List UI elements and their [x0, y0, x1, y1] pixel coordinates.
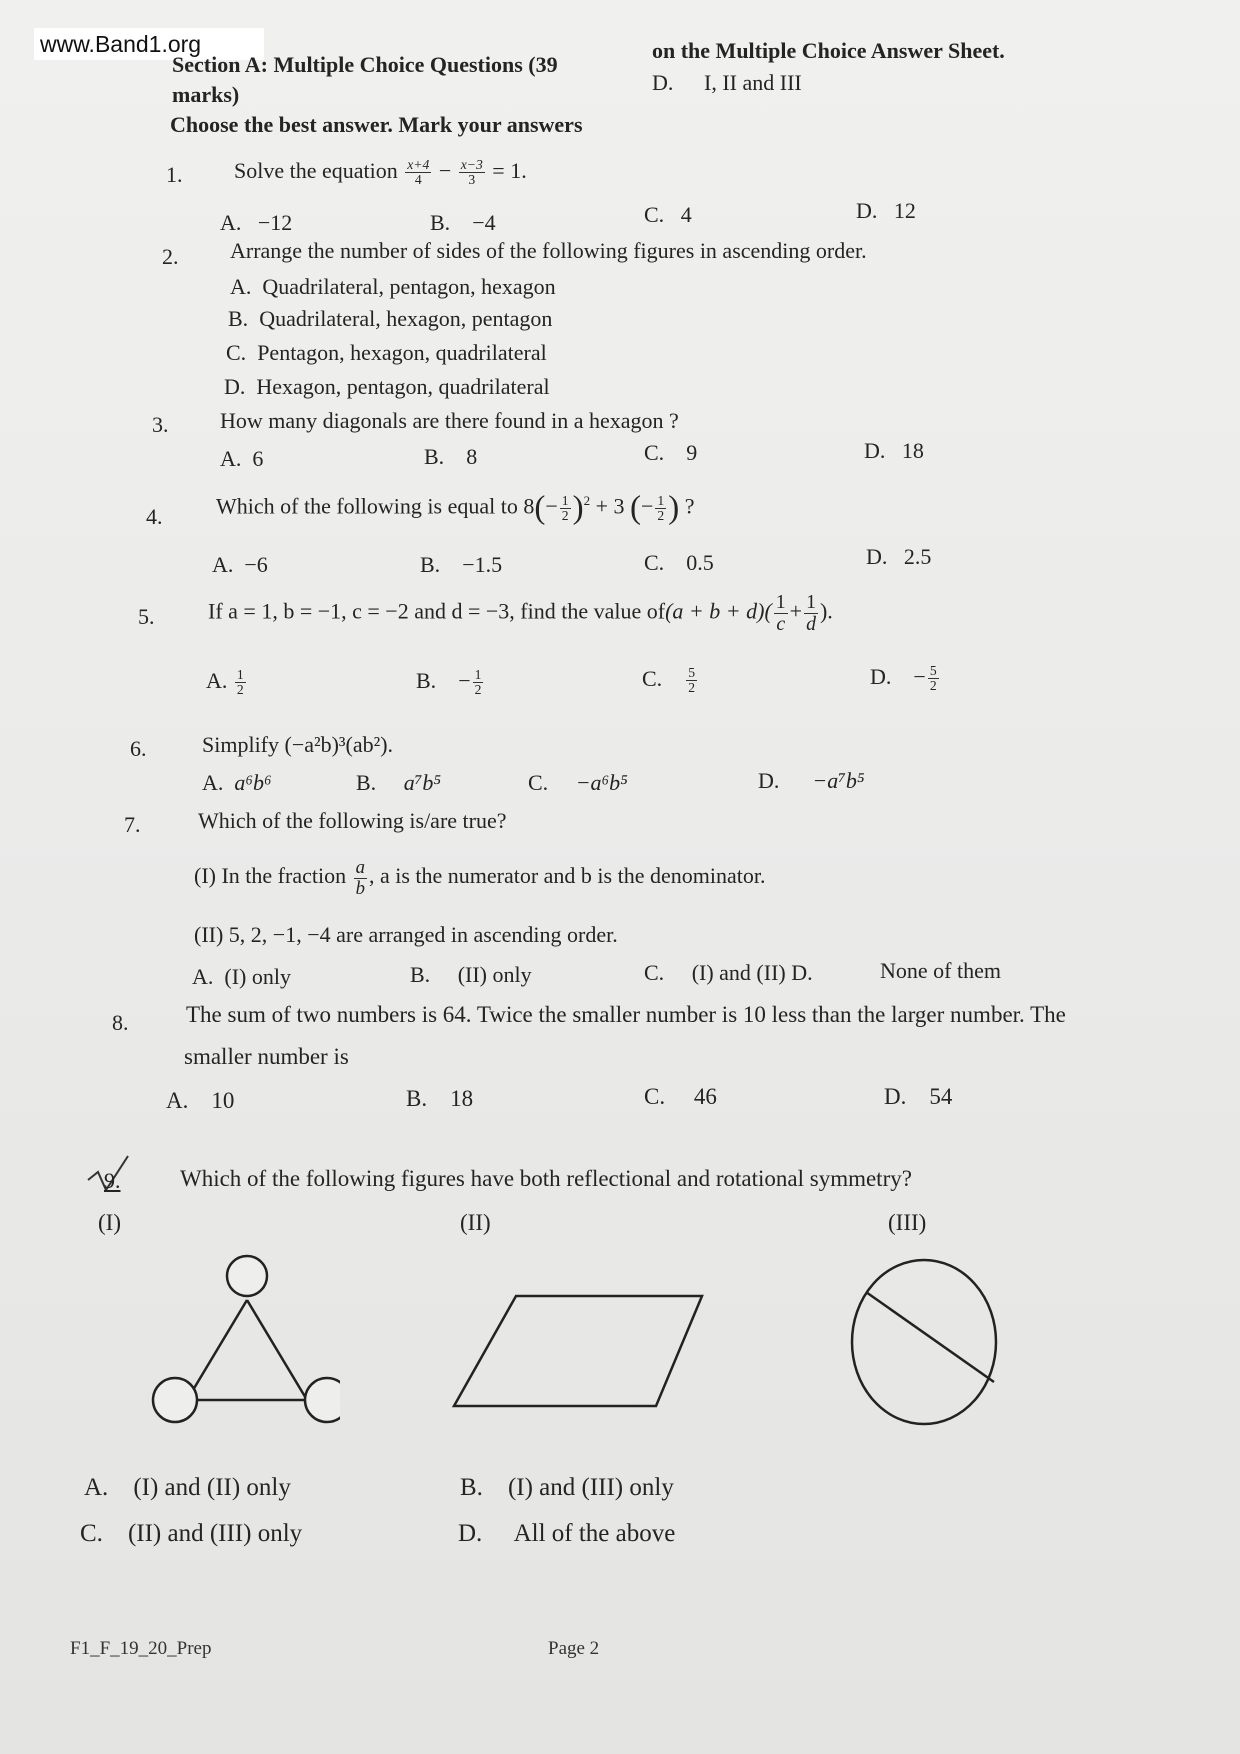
q6-option-a: A. a⁶b⁶ [202, 770, 272, 795]
section-title-cont: marks) [172, 82, 240, 107]
q8-option-a: A. 10 [166, 1088, 235, 1113]
q9-figure-label-3: (III) [888, 1210, 927, 1235]
q6-option-b: B. a⁷b⁵ [356, 770, 441, 795]
footer-code: F1_F_19_20_Prep [70, 1638, 212, 1659]
instructions-cont: on the Multiple Choice Answer Sheet. [652, 38, 1005, 63]
q9-figure-label-1: (I) [98, 1210, 121, 1235]
q7-option-d: None of them [880, 958, 1001, 983]
q1-stem: Solve the equation $\frac{x+4}{4}$ − $\frac{x-3}{3}$ = 1. [234, 157, 527, 188]
instructions: Choose the best answer. Mark your answers [170, 112, 583, 137]
q6-option-c: C. −a⁶b⁵ [528, 770, 628, 795]
q4-option-c: C. 0.5 [644, 550, 714, 575]
q8-stem-line1: The sum of two numbers is 64. Twice the smaller number is 10 less than the larger number. The [186, 1002, 1066, 1027]
q1-option-a: A. −12 [220, 210, 293, 235]
footer-page: Page 2 [548, 1638, 600, 1659]
q5-stem: If a = 1, b = −1, c = −2 and d = −3, find the value of(a + b + d)( $\frac{1}{c}$ + $\frac{1}{d}$ ). [208, 591, 833, 635]
figure-triangle-circles [140, 1250, 340, 1430]
q3-stem: How many diagonals are there found in a hexagon ? [220, 408, 679, 433]
q4-number: 4. [146, 504, 163, 529]
q9-option-d: D. All of the above [458, 1520, 676, 1547]
q7-option-c: C. (I) and (II) D. [644, 960, 813, 985]
q7-statement-1: (I) In the fraction $\frac{a}{b}$ , a is the numerator and b is the denominator. [194, 857, 766, 899]
q6-option-d: D. −a⁷b⁵ [758, 768, 865, 793]
q8-option-b: B. 18 [406, 1086, 474, 1111]
q8-stem-line2: smaller number is [184, 1044, 349, 1069]
q4-option-d: D. 2.5 [866, 544, 932, 569]
q4-option-a: A. −6 [212, 552, 268, 577]
prev-option-text: I, II and III [704, 70, 802, 95]
q2-stem: Arrange the number of sides of the following figures in ascending order. [230, 238, 867, 263]
q2-option-b: B. Quadrilateral, hexagon, pentagon [228, 306, 553, 331]
q6-number: 6. [130, 736, 147, 761]
q8-option-d: D. 54 [884, 1084, 953, 1109]
q5-number: 5. [138, 604, 155, 629]
q3-option-c: C. 9 [644, 440, 698, 465]
q5-option-a: A. $\frac{1}{2}$ [206, 667, 244, 698]
q9-option-c: C. (II) and (III) only [80, 1520, 303, 1547]
watermark: www.Band1.org [34, 28, 264, 60]
q2-option-a: A. Quadrilateral, pentagon, hexagon [230, 274, 556, 299]
q9-option-b: B. (I) and (III) only [460, 1474, 674, 1501]
q2-option-c: C. Pentagon, hexagon, quadrilateral [226, 340, 547, 365]
q8-number: 8. [112, 1010, 129, 1035]
q9-stem: Which of the following figures have both reflectional and rotational symmetry? [180, 1166, 912, 1191]
q7-number: 7. [124, 812, 141, 837]
q6-stem: Simplify (−a²b)³(ab²). [202, 732, 394, 757]
q1-option-b: B. −4 [430, 210, 496, 235]
q9-option-a: A. (I) and (II) only [84, 1474, 291, 1501]
q5-option-b: B. − $\frac{1}{2}$ [416, 667, 482, 698]
q2-option-d: D. Hexagon, pentagon, quadrilateral [224, 374, 550, 399]
q7-statement-2: (II) 5, 2, −1, −4 are arranged in ascending order. [194, 922, 618, 947]
q7-option-a: A. (I) only [192, 964, 291, 989]
q4-stem: Which of the following is equal to 8(− $\frac{1}{2}$ )$^2$ + 3 (− $\frac{1}{2}$ ) ? [216, 490, 695, 526]
prev-option-label: D. [652, 70, 674, 95]
q2-number: 2. [162, 244, 179, 269]
q1-option-d: D. 12 [856, 198, 916, 223]
section-title: Section A: Multiple Choice Questions (39 [172, 52, 558, 77]
q5-option-c: C. $\frac{5}{2}$ [642, 665, 695, 696]
figure-parallelogram [440, 1282, 710, 1412]
q1-option-c: C. 4 [644, 202, 692, 227]
q7-option-b: B. (II) only [410, 962, 532, 987]
q3-option-d: D. 18 [864, 438, 924, 463]
q7-stem: Which of the following is/are true? [198, 808, 507, 833]
q1-number: 1. [166, 162, 183, 187]
q9-number: 9. [104, 1168, 121, 1193]
q8-option-c: C. 46 [644, 1084, 717, 1109]
q3-option-a: A. 6 [220, 446, 264, 471]
q9-figure-label-2: (II) [460, 1210, 491, 1235]
figure-circle-diameter [840, 1252, 1010, 1432]
q5-option-d: D. − $\frac{5}{2}$ [870, 663, 937, 694]
q4-option-b: B. −1.5 [420, 552, 503, 577]
q3-option-b: B. 8 [424, 444, 478, 469]
q3-number: 3. [152, 412, 169, 437]
